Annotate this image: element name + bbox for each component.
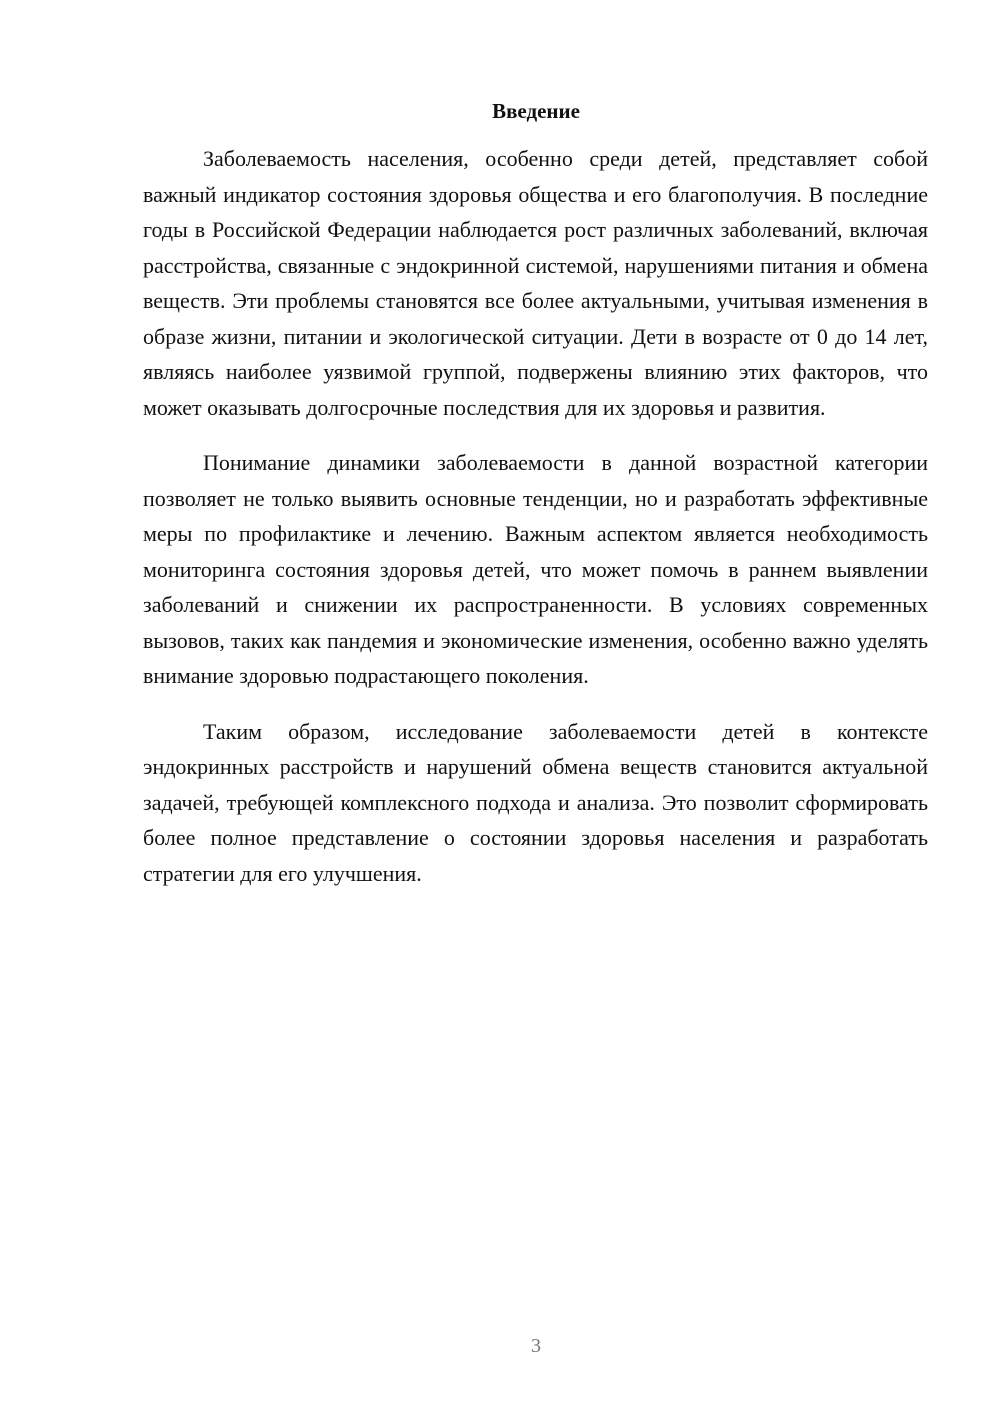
paragraph-2: Понимание динамики заболеваемости в данной возрастной категории позволяет не только выявить основные тенденции, но и разработать эффективные меры по профилактике и лечению. Важным аспектом является необходимость мониторинга состояния здоровья детей, что может помочь в раннем выявлении заболеваний и снижении их распространенности. В условиях современных вызовов, таких как пандемия и экономические изменения, особенно важно уделять внимание здоровью подрастающего поколения. <box>143 450 928 688</box>
body-text <box>143 141 928 911</box>
paragraph-3: Таким образом, исследование заболеваемости детей в контексте эндокринных расстройств и нарушений обмена веществ становится актуальной задачей, требующей комплексного подхода и анализа. Это позволит сформировать более полное представление о состоянии здоровья населения и разработать стратегии для его улучшения. <box>143 718 928 886</box>
page-title: Введение <box>492 99 580 123</box>
paragraph-1: Заболеваемость населения, особенно среди детей, представляет собой важный индикатор состояния здоровья общества и его благополучия. В последние годы в Российской Федерации наблюдается рост различных заболеваний, включая расстройства, связанные с эндокринной системой, нарушениями питания и обмена веществ. Эти проблемы становятся все более актуальными, учитывая изменения в образе жизни, питании и экологической ситуации. Дети в возрасте от 0 до 14 лет, являясь наиболее уязвимой группой, подвержены влиянию этих факторов, что может оказывать долгосрочные последствия для их здоровья и развития. <box>143 146 928 420</box>
page-number: 3 <box>531 1335 541 1357</box>
